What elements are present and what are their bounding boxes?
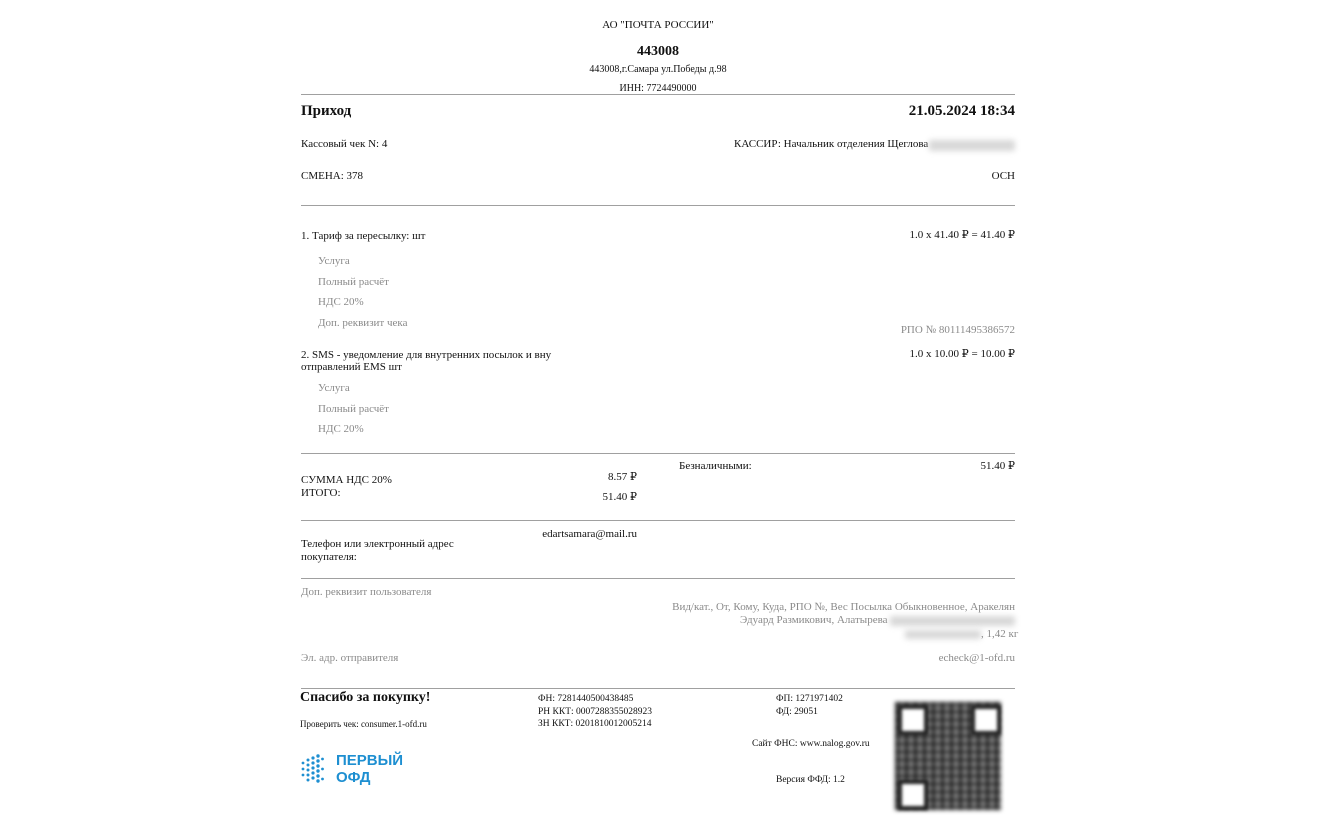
- tax-system: ОСН: [991, 170, 1015, 182]
- address: 443008,г.Самара ул.Победы д.98: [589, 64, 727, 75]
- first-ofd-logo-text: [336, 752, 403, 786]
- item-2-attr: Услуга: [318, 382, 350, 394]
- divider: [301, 578, 1015, 579]
- sender-email-label: Эл. адр. отправителя: [301, 652, 399, 664]
- item-1-name: 1. Тариф за пересылку: шт: [301, 230, 426, 242]
- buyer-contact-label: Телефон или электронный адрес: [301, 538, 454, 550]
- item-1-calc: 1.0 x 41.40 ₽ = 41.40 ₽: [909, 229, 1015, 241]
- item-1-rpo: РПО № 80111495386572: [900, 324, 1015, 336]
- item-2-calc: 1.0 x 10.00 ₽ = 10.00 ₽: [909, 348, 1015, 360]
- total-value: 51.40 ₽: [602, 491, 637, 503]
- redacted-user-data: [890, 616, 1015, 626]
- logo-line-2: ОФД: [336, 769, 371, 786]
- user-attr-label: Доп. реквизит пользователя: [301, 586, 432, 598]
- verify-link[interactable]: Проверить чек: consumer.1-ofd.ru: [300, 719, 427, 729]
- fns-site: Сайт ФНС: www.nalog.gov.ru: [752, 739, 870, 749]
- company-name: АО "ПОЧТА РОССИИ": [602, 19, 714, 31]
- sender-email-value: echeck@1-ofd.ru: [938, 652, 1015, 664]
- vat-label: СУММА НДС 20%: [301, 474, 392, 486]
- cashless-label: Безналичными:: [679, 460, 752, 472]
- vat-value: 8.57 ₽: [608, 471, 637, 483]
- fd: ФД: 29051: [776, 707, 818, 717]
- rn-kkt: РН ККТ: 0007288355028923: [538, 707, 653, 717]
- item-2-name: 2. SMS - уведомление для внутренних посылок и вну: [301, 349, 552, 361]
- user-attr-line2: Эдуард Размикович, Алатырева: [740, 614, 888, 626]
- cashier: КАССИР: Начальник отделения Щеглова: [734, 138, 929, 150]
- shift: СМЕНА: 378: [301, 170, 364, 182]
- qr-corner-icon: [971, 705, 1001, 735]
- thanks-message: Спасибо за покупку!: [300, 690, 431, 705]
- first-ofd-logo-icon: [300, 754, 324, 784]
- receipt-datetime: 21.05.2024 18:34: [908, 103, 1015, 119]
- check-number: Кассовый чек N: 4: [301, 138, 388, 150]
- divider: [301, 453, 1015, 454]
- buyer-contact-value: edartsamara@mail.ru: [542, 528, 637, 540]
- postcode: 443008: [637, 44, 679, 59]
- ffd-version: Версия ФФД: 1.2: [776, 775, 845, 785]
- item-1-attr: Доп. реквизит чека: [318, 317, 408, 329]
- item-1-attr: Услуга: [318, 255, 350, 267]
- item-1-attr: Полный расчёт: [318, 276, 389, 288]
- fn: ФН: 7281440500438485: [538, 694, 634, 704]
- qr-corner-icon: [898, 705, 928, 735]
- receipt-type: Приход: [301, 103, 352, 119]
- item-2-name-cont: отправлений EMS шт: [301, 361, 402, 373]
- total-label: ИТОГО:: [301, 487, 341, 499]
- item-2-attr: Полный расчёт: [318, 403, 389, 415]
- buyer-contact-label-cont: покупателя:: [301, 551, 357, 563]
- redacted-cashier-name: [929, 140, 1015, 151]
- user-attr-line1: Вид/кат., От, Кому, Куда, РПО №, Вес Посылка Обыкновенное, Аракелян: [672, 601, 1015, 613]
- divider: [301, 688, 1015, 689]
- redacted-user-data: [905, 630, 981, 639]
- item-1-attr: НДС 20%: [318, 296, 364, 308]
- logo-line-1: ПЕРВЫЙ: [336, 752, 404, 769]
- cashless-value: 51.40 ₽: [980, 460, 1015, 472]
- user-attr-line3: , 1,42 кг: [981, 628, 1019, 640]
- item-2-attr: НДС 20%: [318, 423, 364, 435]
- divider: [301, 205, 1015, 206]
- inn: ИНН: 7724490000: [619, 83, 697, 94]
- divider: [301, 520, 1015, 521]
- divider: [301, 94, 1015, 95]
- fp: ФП: 1271971402: [776, 694, 843, 704]
- zn-kkt: ЗН ККТ: 0201810012005214: [538, 719, 652, 729]
- qr-corner-icon: [898, 780, 928, 810]
